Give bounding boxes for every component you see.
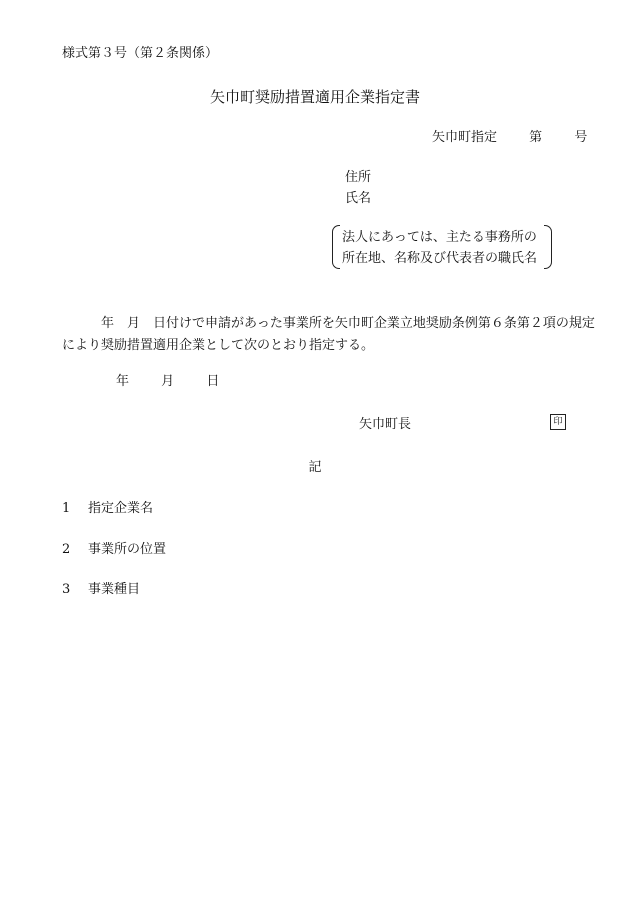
- item-number: 2: [62, 542, 71, 557]
- designation-prefix: 矢巾町指定: [432, 130, 498, 145]
- item-number: 1: [62, 501, 71, 516]
- list-item: [62, 583, 140, 596]
- document-title: 矢巾町奨励措置適用企業指定書: [209, 88, 420, 106]
- date-day: 日: [206, 374, 220, 389]
- form-number: 様式第３号（第２条関係）: [62, 46, 219, 61]
- body-text: 年 月 日付けで申請があった事業所を矢巾町企業立地奨励条例第６条第２項の規定により奨励措置適用企業として次のとおり指定する。: [62, 316, 595, 353]
- date-line: [116, 375, 219, 388]
- corporation-note-line-1: 法人にあっては、主たる事務所の: [342, 230, 537, 245]
- item-label: 事業所の位置: [88, 542, 167, 557]
- designation-number: [432, 131, 587, 144]
- list-item: [62, 502, 153, 515]
- name-label: 氏名: [345, 191, 372, 206]
- item-number: 3: [62, 582, 71, 597]
- list-item: [62, 543, 166, 556]
- seal-icon: 印: [550, 414, 566, 430]
- item-label: 事業種目: [88, 582, 141, 597]
- corporation-note-line-2: 所在地、名称及び代表者の職氏名: [342, 251, 538, 266]
- item-label: 指定企業名: [88, 501, 154, 516]
- right-bracket: [544, 225, 552, 269]
- designation-dai: 第: [529, 130, 543, 145]
- left-bracket: [332, 225, 340, 269]
- date-month: 月: [161, 374, 175, 389]
- mayor-label: 矢巾町長: [359, 417, 412, 432]
- address-label: 住所: [345, 170, 372, 185]
- date-year: 年: [116, 374, 130, 389]
- designation-go: 号: [574, 130, 588, 145]
- corporation-note: [332, 225, 552, 269]
- ki-heading: 記: [308, 460, 322, 475]
